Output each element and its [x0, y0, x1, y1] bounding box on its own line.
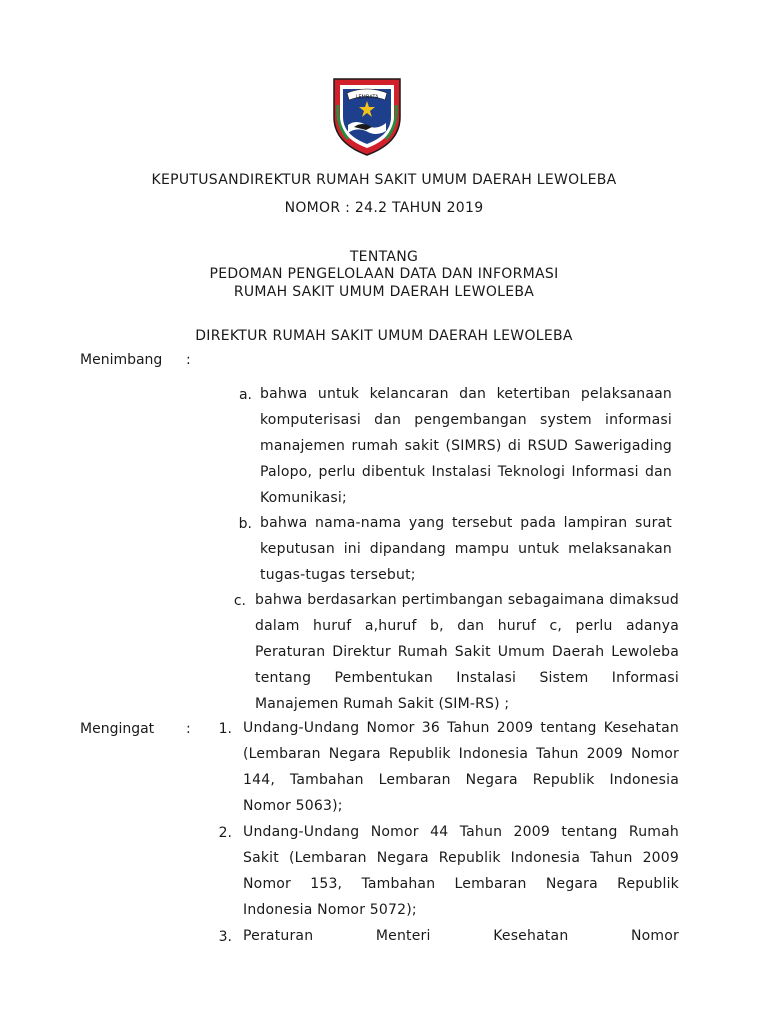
mengingat-item-3: Peraturan Menteri Kesehatan Nomor — [243, 928, 679, 944]
issuer-heading: DIREKTUR RUMAH SAKIT UMUM DAERAH LEWOLEBA — [195, 328, 573, 344]
menimbang-colon: : — [186, 352, 191, 368]
mengingat-colon: : — [186, 721, 191, 737]
emblem-banner-text: LEMBATA — [355, 94, 379, 101]
mengingat-marker-3: 3. — [218, 929, 232, 945]
menimbang-item-a: bahwa untuk kelancaran dan ketertiban pelaksanaan komputerisasi dan pengembangan system informasi manajemen rumah sakit (SIMRS) di RSUD Sawerigading Palopo, perlu dibentuk Instalasi Teknologi Informasi dan Komunikasi; — [260, 386, 672, 506]
mengingat-marker-2: 2. — [218, 825, 232, 841]
menimbang-marker-a: a. — [238, 387, 252, 403]
subject-line-1: PEDOMAN PENGELOLAAN DATA DAN INFORMASI — [209, 266, 559, 282]
mengingat-item-1: Undang-Undang Nomor 36 Tahun 2009 tentang Kesehatan (Lembaran Negara Republik Indonesia Tahun 2009 Nomor 144, Tambahan Lembaran Negara Republik Indonesia Nomor 5063); — [243, 720, 679, 814]
mengingat-label: Mengingat — [80, 721, 155, 737]
decree-title: KEPUTUSANDIREKTUR RUMAH SAKIT UMUM DAERAH LEWOLEBA — [151, 172, 617, 188]
menimbang-item-b: bahwa nama-nama yang tersebut pada lampiran surat keputusan ini dipandang mampu untuk melaksanakan tugas-tugas tersebut; — [260, 515, 672, 583]
menimbang-marker-c: c. — [233, 593, 246, 609]
coat-of-arms-icon — [326, 75, 408, 157]
menimbang-marker-b: b. — [238, 516, 252, 532]
subject-line-2: RUMAH SAKIT UMUM DAERAH LEWOLEBA — [233, 284, 535, 300]
menimbang-item-c: bahwa berdasarkan pertimbangan sebagaimana dimaksud dalam huruf a,huruf b, dan huruf c, perlu adanya Peraturan Direktur Rumah Sakit Umum Daerah Lewoleba tentang Pembentukan Instalasi Sistem Informasi Manajemen Rumah Sakit (SIM-RS) ; — [255, 592, 679, 712]
mengingat-item-2: Undang-Undang Nomor 44 Tahun 2009 tentang Rumah Sakit (Lembaran Negara Republik Indonesia Tahun 2009 Nomor 153, Tambahan Lembaran Negara Republik Indonesia Nomor 5072); — [243, 824, 679, 918]
tentang-heading: TENTANG — [349, 249, 419, 265]
mengingat-marker-1: 1. — [218, 721, 232, 737]
coat-of-arms-emblem — [326, 75, 408, 157]
menimbang-label: Menimbang — [80, 352, 163, 368]
decree-number: NOMOR : 24.2 TAHUN 2019 — [284, 200, 484, 216]
